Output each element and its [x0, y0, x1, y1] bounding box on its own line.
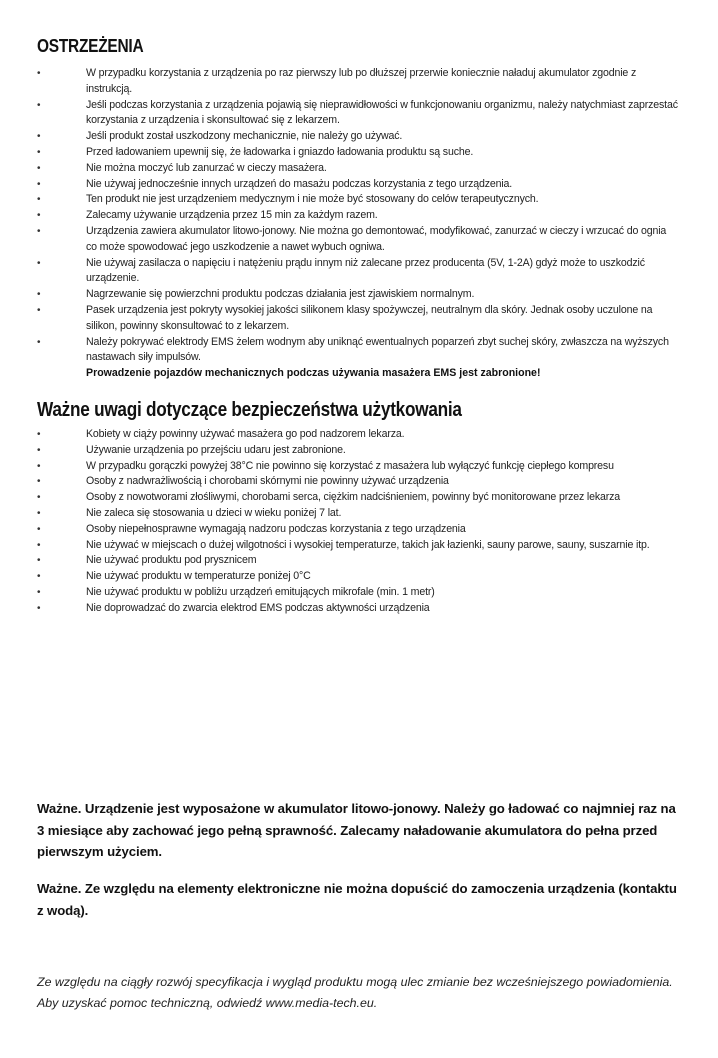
bullet-icon: • — [37, 225, 41, 237]
bullet-icon: • — [37, 289, 41, 301]
list-item: • Nie zaleca się stosowania u dzieci w wieku poniżej 7 lat. — [0, 506, 718, 522]
footer-disclaimer: Ze względu na ciągły rozwój specyfikacja i wygląd produktu mogą ulec zmianie bez wcześniejszego powiadomienia. Aby uzyskać pomoc techniczną, odwiedź www.media-tech.eu. — [37, 975, 673, 1010]
list-item: • Nagrzewanie się powierzchni produktu podczas działania jest zjawiskiem normalnym. — [0, 287, 718, 303]
list-item: • Nie używać w miejscach o dużej wilgotności i wysokiej temperaturze, takich jak łazienki, sauny parowe, sauny, suszarnie itp. — [0, 538, 718, 554]
bullet-icon: • — [37, 444, 41, 456]
bullet-icon: • — [37, 99, 41, 111]
list-item: • Nie używać produktu w pobliżu urządzeń emitujących mikrofale (min. 1 metr) — [0, 585, 718, 601]
bullet-icon: • — [37, 460, 41, 472]
list-item: • Kobiety w ciąży powinny używać masażera go pod nadzorem lekarza. — [0, 427, 718, 443]
bullet-icon: • — [37, 555, 41, 567]
list-item: • Zalecamy używanie urządzenia przez 15 min za każdym razem. — [0, 208, 718, 224]
warnings-list — [0, 66, 718, 382]
list-item: • Nie używaj zasilacza o napięciu i natężeniu prądu innym niż zalecane przez producenta (5V, 1-2A) gdyż może to uszkodzić urządzenie. — [37, 256, 645, 285]
list-item: • Jeśli podczas korzystania z urządzenia pojawią się nieprawidłowości w funkcjonowaniu organizmu, należy natychmiast zaprzestać korzystania z urządzenia i skonsultować się z lekarzem. — [37, 98, 678, 127]
bullet-icon: • — [37, 304, 41, 316]
bullet-icon: • — [37, 210, 41, 222]
bullet-icon: • — [37, 68, 41, 79]
safety-heading: Ważne uwagi dotyczące bezpieczeństwa użytkowania — [37, 399, 462, 421]
list-item: • Nie używać produktu w temperaturze poniżej 0°C — [0, 569, 718, 585]
list-item: • Nie używać produktu pod prysznicem — [0, 553, 718, 569]
battery-notice: Ważne. Urządzenie jest wyposażone w akumulator litowo-jonowy. Należy go ładować co najmniej raz na 3 miesiące aby zachować jego pełną sprawność. Zalecamy naładowanie akumulatora do pełna przed pierwszym użyciem. — [37, 801, 676, 859]
list-item: • Używanie urządzenia po przejściu udaru jest zabronione. — [0, 443, 718, 459]
bullet-icon: • — [37, 539, 41, 551]
driving-prohibition-note: Prowadzenie pojazdów mechanicznych podczas używania masażera EMS jest zabronione! — [86, 367, 541, 380]
list-item: • Nie używaj jednocześnie innych urządzeń do masażu podczas korzystania z tego urządzenia. — [0, 177, 718, 193]
bullet-icon: • — [37, 602, 41, 614]
water-notice: Ważne. Ze względu na elementy elektroniczne nie można dopuścić do zamoczenia urządzenia (kontaktu z wodą). — [37, 881, 677, 918]
bullet-icon: • — [37, 131, 41, 143]
list-item: • Ten produkt nie jest urządzeniem medycznym i nie może być stosowany do celów terapeutycznych. — [0, 192, 718, 208]
bullet-icon: • — [37, 476, 41, 488]
bullet-icon: • — [37, 162, 41, 174]
safety-list — [0, 427, 718, 617]
list-item: • Pasek urządzenia jest pokryty wysokiej jakości silikonem klasy spożywczej, neutralnym dla skóry. Jednak osoby uczulone na silikon, powinny skonsultować to z lekarzem. — [37, 303, 653, 332]
list-item: • Urządzenia zawiera akumulator litowo-jonowy. Nie można go demontować, modyfikować, zanurzać w cieczy i wrzucać do ognia co może spowodować jego uszkodzenie a nawet wybuch ogniwa. — [37, 224, 667, 253]
list-item: • Nie można moczyć lub zanurzać w cieczy masażera. — [0, 161, 718, 177]
list-item: • Nie doprowadzać do zwarcia elektrod EMS podczas aktywności urządzenia — [0, 601, 718, 617]
bullet-icon: • — [37, 257, 41, 269]
list-item: • Jeśli produkt został uszkodzony mechanicznie, nie należy go używać. — [0, 129, 718, 145]
bullet-icon: • — [37, 586, 41, 598]
bullet-icon: • — [37, 194, 41, 206]
list-item: • Należy pokrywać elektrody EMS żelem wodnym aby uniknąć ewentualnych poparzeń zbyt suchej skóry, zwłaszcza na wyższych nastawach siły impulsów. — [37, 335, 669, 364]
list-item: • Osoby niepełnosprawne wymagają nadzoru podczas korzystania z tego urządzenia — [0, 522, 718, 538]
list-item: • Przed ładowaniem upewnij się, że ładowarka i gniazdo ładowania produktu są suche. — [0, 145, 718, 161]
bullet-icon: • — [37, 492, 41, 504]
bullet-icon: • — [37, 146, 41, 158]
warnings-heading: OSTRZEŻENIA — [37, 36, 144, 56]
bullet-icon: • — [37, 571, 41, 583]
list-item: • Osoby z nadwrażliwością i chorobami skórnymi nie powinny używać urządzenia — [0, 474, 718, 490]
list-item: • W przypadku gorączki powyżej 38°C nie powinno się korzystać z masażera lub wyłączyć funkcję ciepłego kompresu — [0, 459, 718, 475]
bullet-icon: • — [37, 178, 41, 190]
bullet-icon: • — [37, 507, 41, 519]
list-item: • Osoby z nowotworami złośliwymi, chorobami serca, ciężkim nadciśnieniem, powinny być monitorowane przez lekarza — [0, 490, 718, 506]
list-item: • W przypadku korzystania z urządzenia po raz pierwszy lub po dłuższej przerwie koniecznie naładuj akumulator zgodnie z instrukcją. — [37, 67, 637, 95]
bullet-icon: • — [37, 336, 41, 348]
bullet-icon: • — [37, 429, 41, 440]
bullet-icon: • — [37, 523, 41, 535]
